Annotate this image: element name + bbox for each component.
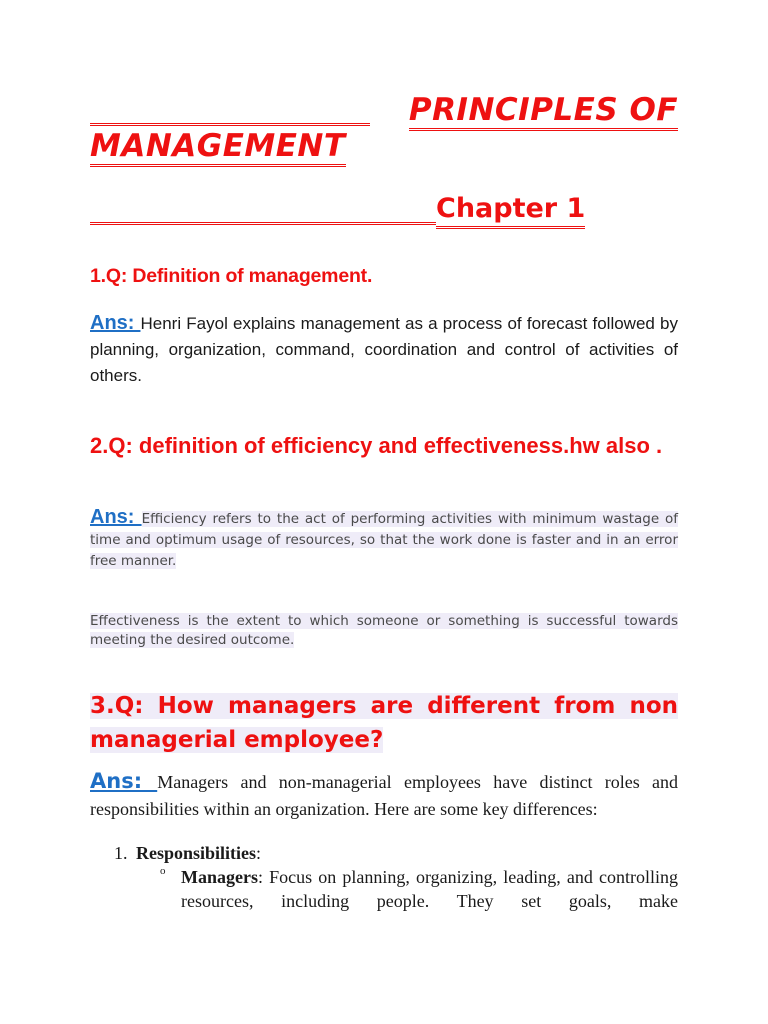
- answer-2-label: Ans:: [90, 506, 142, 528]
- answer-2-effectiveness: [90, 612, 678, 650]
- answer-3: [90, 768, 678, 823]
- question-3-text: 3.Q: How managers are different from non managerial employee?: [90, 693, 678, 753]
- answer-2: [90, 507, 678, 572]
- sub-list-item-heading: Managers: [181, 867, 258, 887]
- document-page: [90, 0, 678, 1024]
- question-2: 2.Q: definition of efficiency and effectiveness.hw also .: [90, 433, 663, 458]
- title-line-1: PRINCIPLES OF: [409, 92, 678, 131]
- chapter-underline-rule: [90, 222, 436, 225]
- document-title: [90, 92, 678, 164]
- list-item: [114, 841, 261, 865]
- answer-1-label: Ans:: [90, 312, 141, 334]
- answer-2-effectiveness-text: Effectiveness is the extent to which someone or something is successful towards meeting the desired outcome.: [90, 613, 678, 648]
- title-line-2: MANAGEMENT: [90, 128, 346, 167]
- question-3: [90, 689, 678, 757]
- chapter-heading: Chapter 1: [436, 192, 585, 229]
- answer-2-efficiency-text: Efficiency refers to the act of performing activities with minimum wastage of time and optimum usage of resources, so that the work done is faster and in an error free manner.: [90, 511, 678, 569]
- answer-3-intro: Managers and non-managerial employees have distinct roles and responsibilities within an organization. Here are some key differences:: [90, 772, 678, 819]
- list-item-suffix: :: [256, 843, 262, 863]
- sub-list-item-text: : Focus on planning, organizing, leading, and controlling resources, including people. They set goals, make: [181, 867, 678, 911]
- sub-list-item: [181, 865, 678, 913]
- question-1: 1.Q: Definition of management.: [90, 265, 373, 287]
- answer-1-text: Henri Fayol explains management as a process of forecast followed by planning, organization, command, coordination and control of activities of others.: [90, 314, 679, 385]
- list-item-heading: Responsibilities: [136, 843, 257, 863]
- list-item-number: 1.: [114, 843, 128, 863]
- sub-bullet-icon: o: [160, 865, 166, 877]
- answer-3-label: Ans:: [90, 769, 158, 793]
- answer-1: [90, 310, 678, 389]
